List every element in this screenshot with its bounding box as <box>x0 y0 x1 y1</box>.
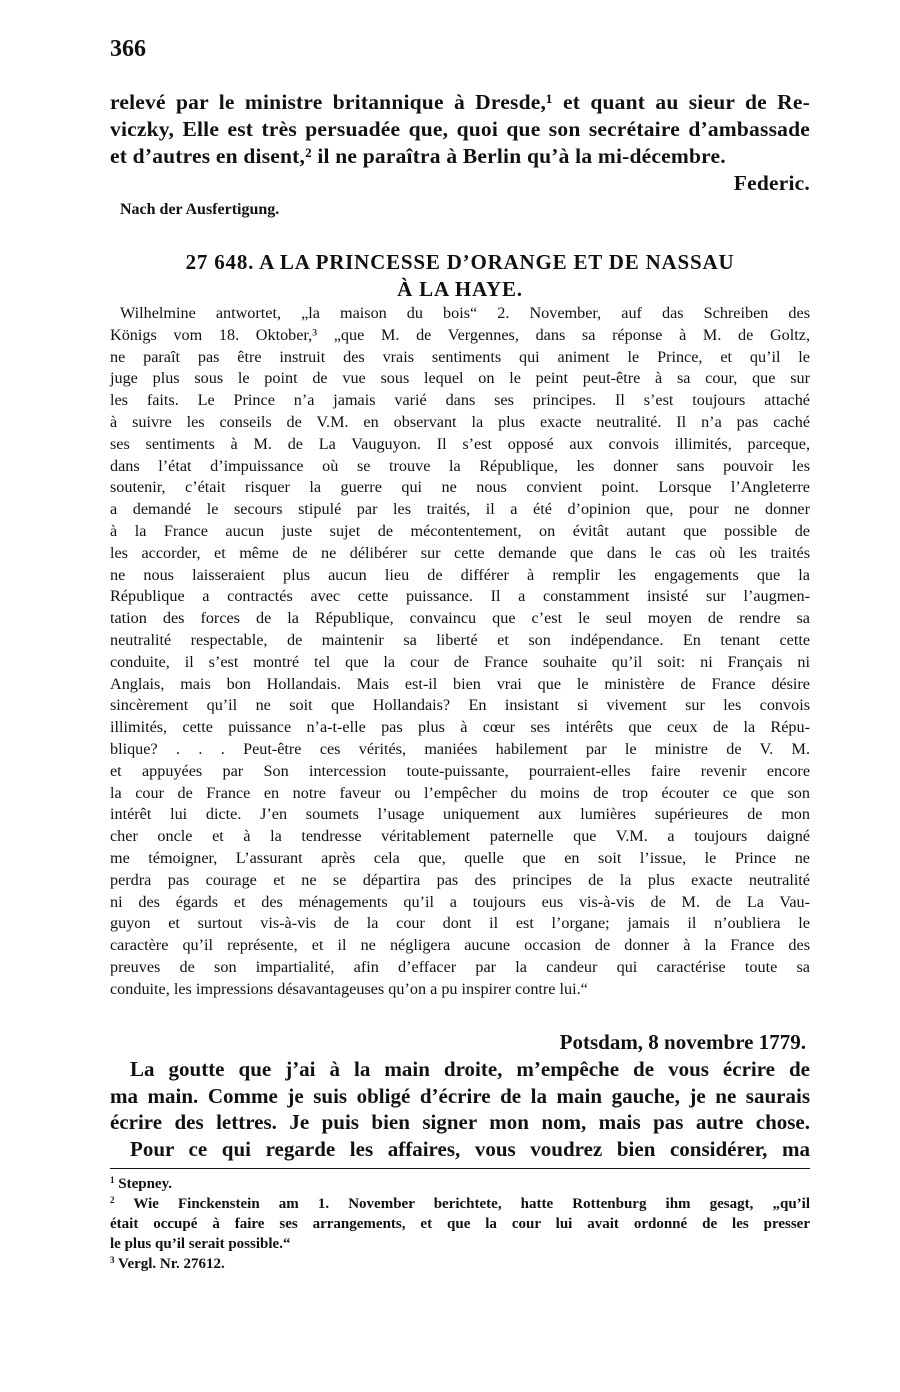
summary-line: à suivre les conseils de V.M. en observant la plus exacte neutralité. Il n’a pas caché <box>110 413 810 431</box>
footnote-mark: 3 <box>110 1255 115 1266</box>
summary-line: Wilhelmine antwortet, „la maison du bois“ 2. November, auf das Schreiben des <box>120 304 810 322</box>
summary-line: me témoigner, L’assurant après cela que, quelle que en soit l’issue, le Prince ne <box>110 849 810 867</box>
footnote-rule <box>110 1168 810 1169</box>
summary-line: guyon et surtout vis-à-vis de la cour dont il est l’organe; jamais il n’oubliera le <box>110 914 810 933</box>
summary-line: conduite, les impressions désavantageuses qu’on a pu inspirer contre lui.“ <box>110 979 588 998</box>
summary-line: ses sentiments à M. de La Vauguyon. Il s’est opposé aux convois illimités, parceque, <box>110 434 810 453</box>
footnote <box>110 1216 810 1233</box>
summary-line: et appuyées par Son intercession toute-puissante, pourraient-elles faire revenir encore <box>110 761 810 780</box>
summary-line: République a contractés avec cette puissance. Il a constamment insisté sur l’augmen- <box>110 587 810 606</box>
letter-line: La goutte que j’ai à la main droite, m’empêche de vous écrire de <box>130 1057 810 1081</box>
summary-line: tation des forces de la République, convaincu que c’est le seul moyen de rendre sa <box>110 609 810 628</box>
source-note: Nach der Ausfertigung. <box>120 201 280 218</box>
summary-line: caractère qu’il représente, et il ne négligera aucune occasion de donner à la France des <box>110 936 810 955</box>
place-date: Potsdam, 8 novembre 1779. <box>559 1030 806 1054</box>
summary-line: les accorder, et même de ne délibérer sur cette demande que dans le cas où les traités <box>110 543 810 562</box>
summary-line: perdra pas courage et ne se départira pas des principes de la plus exacte neutralité <box>110 870 810 889</box>
footnote-text: Stepney. <box>118 1176 173 1192</box>
summary-line: blique? . . . Peut-être ces vérités, maniées habilement par le ministre de V. M. <box>110 740 810 758</box>
footnote-text: Vergl. Nr. 27612. <box>117 1256 225 1272</box>
summary-line: soutenir, c’était risquer la guerre qui ne nous convient point. Lorsque l’Angleterre <box>110 478 810 497</box>
footnote-text: était occupé à faire ses arrangements, et que la cour lui avait ordonné de les presser <box>110 1216 810 1232</box>
footnote <box>110 1256 810 1273</box>
summary-line: juge plus sous le point de vue sous lequel on le peint peut-être à sa cour, que sur <box>110 369 810 388</box>
summary-line: neutralité respectable, de maintenir sa liberté et son indépendance. En tenant cette <box>110 631 810 649</box>
letter-line: Pour ce qui regarde les affaires, vous voudrez bien considérer, ma <box>130 1136 810 1161</box>
continuation-line: relevé par le ministre britannique à Dresde,¹ et quant au sieur de Re- <box>110 90 810 114</box>
summary-line: preuves de son impartialité, afin d’effacer par la candeur qui caractérise toute sa <box>110 958 810 976</box>
summary-line: sincèrement qu’il ne soit que Hollandais? En insistant si vivement sur les convois <box>110 696 810 715</box>
footnote <box>110 1196 810 1213</box>
footnote-mark: 1 <box>110 1175 115 1186</box>
summary-line: cher oncle et à la tendresse véritablement paternelle que V.M. a toujours daigné <box>110 827 810 846</box>
summary-line: Königs vom 18. Oktober,³ „que M. de Vergennes, dans sa réponse à M. de Goltz, <box>110 325 810 344</box>
summary-line: ne nous laisseraient plus aucun lieu de différer à remplir les engagements que la <box>110 565 810 584</box>
footnote-text: le plus qu’il serait possible.“ <box>110 1236 291 1252</box>
summary-line: Anglais, mais bon Hollandais. Mais est-il bien vrai que le ministère de France désire <box>110 674 810 693</box>
continuation-line: et d’autres en disent,² il ne paraîtra à Berlin qu’à la mi-décembre. <box>110 144 726 168</box>
summary-line: a demandé le secours stipulé par les traités, il a été d’opinion que, pour ne donner <box>110 500 810 519</box>
summary-line: ne paraît pas être instruit des vrais sentiments qui animent le Prince, et qu’il le <box>110 347 810 366</box>
letter-line: écrire des lettres. Je puis bien signer mon nom, mais pas autre chose. <box>110 1110 810 1134</box>
summary-line: les faits. Le Prince n’a jamais varié dans ses principes. Il s’est toujours attaché <box>110 391 810 410</box>
signature: Federic. <box>733 171 810 195</box>
summary-line: dans l’état d’impuissance où se trouve la République, les donner sans pouvoir les <box>110 456 810 475</box>
footnote <box>110 1236 810 1253</box>
footnote <box>110 1176 810 1193</box>
summary-line: à la France aucun juste sujet de mécontentement, on évitât autant que possible de <box>110 522 810 540</box>
summary-line: illimités, cette puissance n’a-t-elle pas plus à cœur ses intérêts que ceux de la Répu- <box>110 718 810 737</box>
footnote-mark: 2 <box>110 1195 115 1206</box>
summary-line: ni des égards et des ménagements qu’il a toujours eus vis-à-vis de M. de La Vau- <box>110 892 810 911</box>
footnote-text: Wie Finckenstein am 1. November berichtete, hatte Rottenburg ihm gesagt, „qu’il <box>133 1196 811 1212</box>
letter-line: ma main. Comme je suis obligé d’écrire de la main gauche, je ne saurais <box>110 1083 810 1108</box>
continuation-line: viczky, Elle est très persuadée que, quoi que son secrétaire d’ambassade <box>110 117 810 141</box>
summary-line: conduite, il s’est montré tel que la cour de France souhaite qu’il soit: ni Français ni <box>110 652 810 671</box>
summary-line: la cour de France en notre faveur ou l’empêcher du moins de trop écouter ce que son <box>110 783 810 802</box>
page-number: 366 <box>110 36 146 62</box>
summary-line: intérêt lui dicte. J’en soumets l’usage uniquement aux lumières supérieures de mon <box>110 805 810 824</box>
document-heading: 27 648. A LA PRINCESSE D’ORANGE ET DE NASSAU <box>185 250 735 274</box>
document-heading-place: À LA HAYE. <box>397 277 523 301</box>
